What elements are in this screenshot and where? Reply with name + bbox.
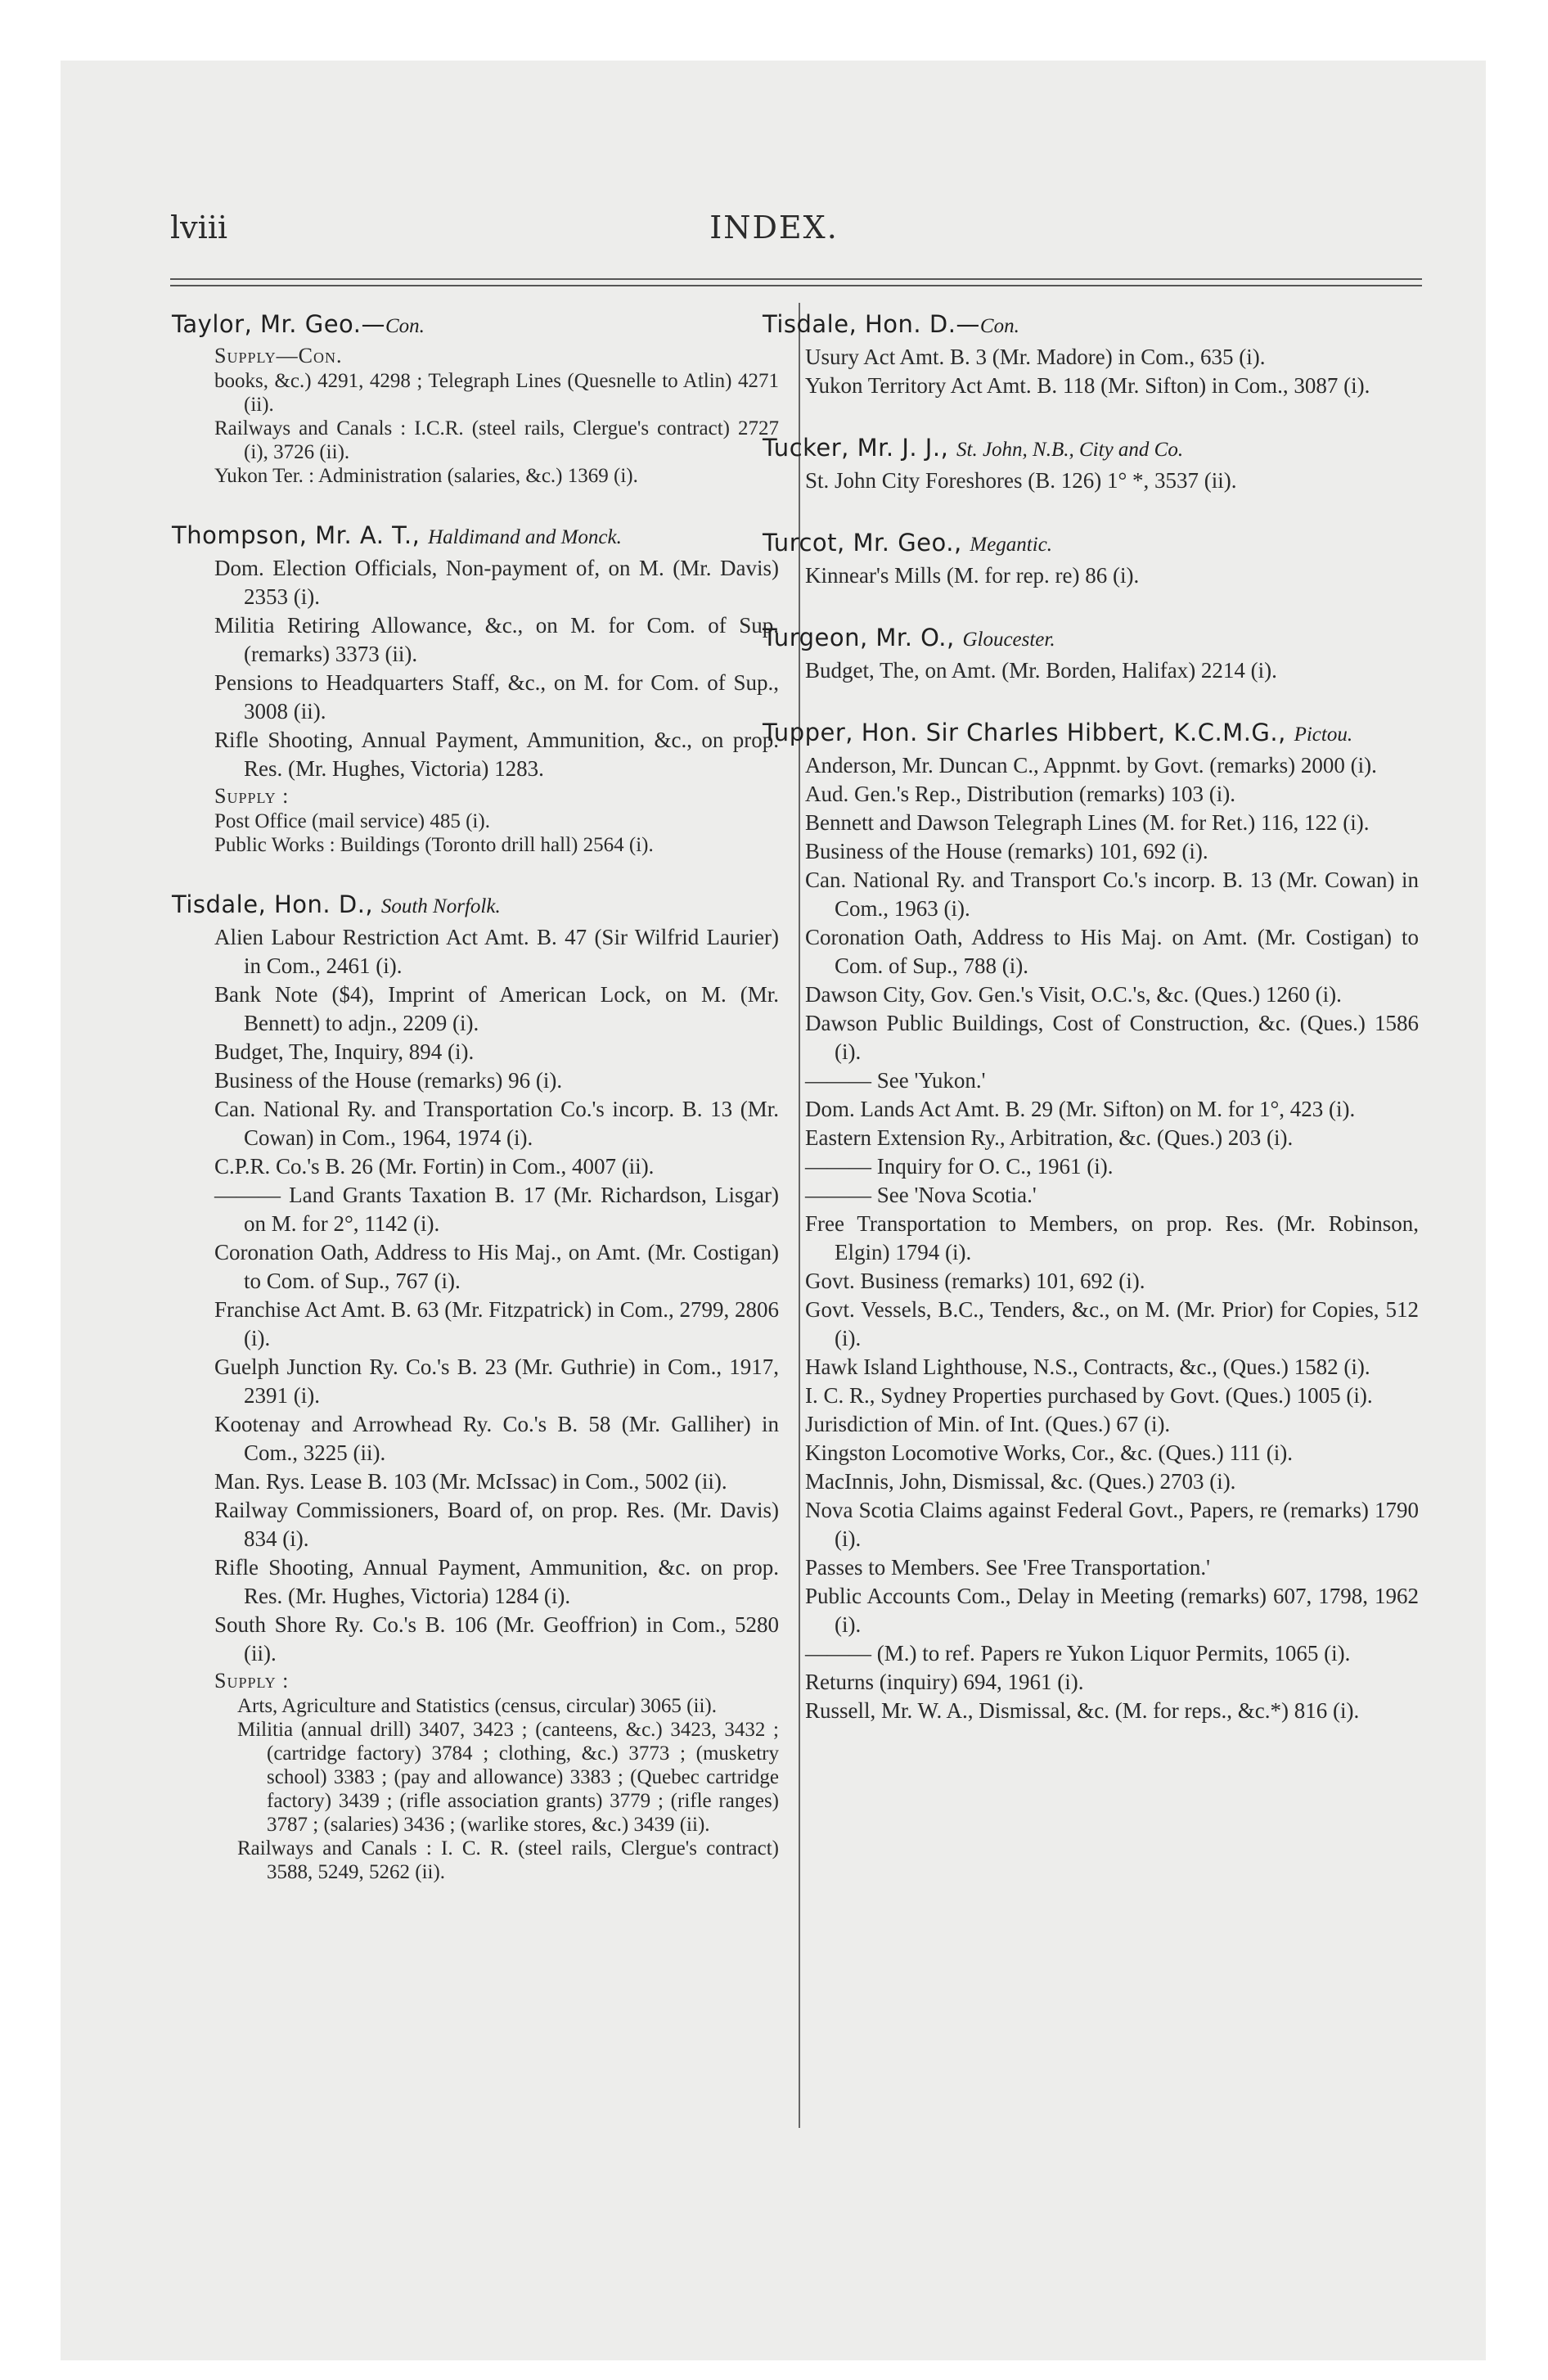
list-item: Passes to Members. See 'Free Transportation.'	[805, 1555, 1210, 1580]
index-entry-thompson	[172, 519, 779, 857]
list-item: Aud. Gen.'s Rep., Distribution (remarks) 103 (i).	[805, 782, 1236, 806]
list-item: Dom. Election Officials, Non-payment of, on M. (Mr. Davis) 2353 (i).	[214, 556, 779, 609]
list-item: ——— See 'Nova Scotia.'	[805, 1183, 1037, 1207]
list-item: Yukon Ter. : Administration (salaries, &c.) 1369 (i).	[214, 465, 638, 487]
list-item: Govt. Vessels, B.C., Tenders, &c., on M. (Mr. Prior) for Copies, 512 (i).	[805, 1297, 1419, 1350]
page-number: lviii	[170, 210, 228, 246]
left-column	[172, 308, 779, 1915]
index-entry-tupper	[763, 716, 1419, 1725]
list-item: ——— (M.) to ref. Papers re Yukon Liquor Permits, 1065 (i).	[805, 1641, 1351, 1666]
column-divider	[799, 303, 800, 2128]
list-item: Usury Act Amt. B. 3 (Mr. Madore) in Com., 635 (i).	[805, 345, 1266, 369]
list-item: Business of the House (remarks) 96 (i).	[214, 1068, 563, 1093]
list-item: Man. Rys. Lease B. 103 (Mr. McIssac) in Com., 5002 (ii).	[214, 1469, 727, 1494]
list-item: Bank Note ($4), Imprint of American Lock, on M. (Mr. Bennett) to adjn., 2209 (i).	[214, 982, 779, 1035]
list-item: Nova Scotia Claims against Federal Govt., Papers, re (remarks) 1790 (i).	[805, 1498, 1419, 1551]
list-item: Coronation Oath, Address to His Maj. on Amt. (Mr. Costigan) to Com. of Sup., 788 (i).	[805, 925, 1419, 978]
entry-heading: Tupper, Hon. Sir Charles Hibbert, K.C.M.G., Pictou.	[763, 719, 1353, 746]
entry-heading: Tisdale, Hon. D.—Con.	[763, 310, 1019, 338]
supply-label: Supply :	[214, 784, 290, 808]
list-item: Bennett and Dawson Telegraph Lines (M. for Ret.) 116, 122 (i).	[805, 810, 1370, 835]
entry-heading: Taylor, Mr. Geo.—Con.	[172, 310, 425, 338]
entry-heading: Tisdale, Hon. D., South Norfolk.	[172, 890, 501, 918]
list-item: Post Office (mail service) 485 (i).	[214, 810, 490, 832]
list-item: Pensions to Headquarters Staff, &c., on M. for Com. of Sup., 3008 (ii).	[214, 670, 779, 723]
list-item: Govt. Business (remarks) 101, 692 (i).	[805, 1269, 1145, 1293]
list-item: Railway Commissioners, Board of, on prop. Res. (Mr. Davis) 834 (i).	[214, 1498, 779, 1551]
list-item: Militia Retiring Allowance, &c., on M. for Com. of Sup. (remarks) 3373 (ii).	[214, 613, 779, 666]
header-rule	[170, 278, 1422, 280]
list-item: Kingston Locomotive Works, Cor., &c. (Ques.) 111 (i).	[805, 1440, 1294, 1465]
list-item: Guelph Junction Ry. Co.'s B. 23 (Mr. Guthrie) in Com., 1917, 2391 (i).	[214, 1355, 779, 1408]
list-item: South Shore Ry. Co.'s B. 106 (Mr. Geoffrion) in Com., 5280 (ii).	[214, 1612, 779, 1666]
list-item: ——— Inquiry for O. C., 1961 (i).	[805, 1154, 1114, 1179]
index-entry-tisdale-south-norfolk	[172, 888, 779, 1884]
list-item: Free Transportation to Members, on prop. Res. (Mr. Robinson, Elgin) 1794 (i).	[805, 1211, 1419, 1264]
list-item: Coronation Oath, Address to His Maj., on Amt. (Mr. Costigan) to Com. of Sup., 767 (i).	[214, 1240, 779, 1293]
list-item: Kinnear's Mills (M. for rep. re) 86 (i).	[805, 563, 1140, 588]
list-item: Anderson, Mr. Duncan C., Appnmt. by Govt. (remarks) 2000 (i).	[805, 753, 1377, 778]
list-item: Franchise Act Amt. B. 63 (Mr. Fitzpatrick) in Com., 2799, 2806 (i).	[214, 1297, 779, 1350]
list-item: I. C. R., Sydney Properties purchased by Govt. (Ques.) 1005 (i).	[805, 1383, 1373, 1408]
list-item: Rifle Shooting, Annual Payment, Ammunition, &c. on prop. Res. (Mr. Hughes, Victoria) 1284 (i).	[214, 1555, 779, 1608]
entry-heading: Turcot, Mr. Geo., Megantic.	[763, 529, 1053, 557]
list-item: ——— See 'Yukon.'	[805, 1068, 986, 1093]
list-item: Russell, Mr. W. A., Dismissal, &c. (M. for reps., &c.*) 816 (i).	[805, 1698, 1360, 1723]
list-item: Business of the House (remarks) 101, 692 (i).	[805, 839, 1208, 863]
entry-heading: Tucker, Mr. J. J., St. John, N.B., City and Co.	[763, 434, 1184, 462]
supply-label: Supply—Con.	[214, 344, 343, 367]
entry-heading: Turgeon, Mr. O., Gloucester.	[763, 624, 1055, 651]
list-item: ——— Land Grants Taxation B. 17 (Mr. Richardson, Lisgar) on M. for 2°, 1142 (i).	[214, 1183, 779, 1236]
running-head: INDEX.	[709, 210, 839, 246]
index-entry-turcot	[763, 526, 1419, 590]
list-item: Public Accounts Com., Delay in Meeting (remarks) 607, 1798, 1962 (i).	[805, 1584, 1419, 1637]
list-item: Alien Labour Restriction Act Amt. B. 47 (Sir Wilfrid Laurier) in Com., 2461 (i).	[214, 925, 779, 978]
list-item: Can. National Ry. and Transportation Co.'s incorp. B. 13 (Mr. Cowan) in Com., 1964, 1974 (i).	[214, 1097, 779, 1150]
list-item: Hawk Island Lighthouse, N.S., Contracts, &c., (Ques.) 1582 (i).	[805, 1355, 1370, 1379]
list-item: Eastern Extension Ry., Arbitration, &c. (Ques.) 203 (i).	[805, 1125, 1294, 1150]
index-entry-taylor	[172, 308, 779, 488]
list-item: Budget, The, Inquiry, 894 (i).	[214, 1039, 475, 1064]
list-item: Returns (inquiry) 694, 1961 (i).	[805, 1670, 1084, 1694]
header-rule	[170, 285, 1422, 286]
list-item: Railways and Canals : I. C. R. (steel rails, Clergue's contract) 3588, 5249, 5262 (ii).	[237, 1837, 779, 1883]
list-item: Public Works : Buildings (Toronto drill hall) 2564 (i).	[214, 834, 654, 856]
list-item: Dom. Lands Act Amt. B. 29 (Mr. Sifton) on M. for 1°, 423 (i).	[805, 1097, 1356, 1121]
right-column	[763, 308, 1419, 1756]
list-item: books, &c.) 4291, 4298 ; Telegraph Lines (Quesnelle to Atlin) 4271 (ii).	[214, 370, 779, 416]
list-item: Dawson City, Gov. Gen.'s Visit, O.C.'s, &c. (Ques.) 1260 (i).	[805, 982, 1342, 1007]
list-item: Kootenay and Arrowhead Ry. Co.'s B. 58 (Mr. Galliher) in Com., 3225 (ii).	[214, 1412, 779, 1465]
list-item: Jurisdiction of Min. of Int. (Ques.) 67 (i).	[805, 1412, 1171, 1436]
index-entry-tisdale-continued	[763, 308, 1419, 400]
list-item: Dawson Public Buildings, Cost of Construction, &c. (Ques.) 1586 (i).	[805, 1011, 1419, 1064]
list-item: Yukon Territory Act Amt. B. 118 (Mr. Sifton) in Com., 3087 (i).	[805, 373, 1370, 398]
list-item: Militia (annual drill) 3407, 3423 ; (canteens, &c.) 3423, 3432 ; (cartridge factory) 3784 ; clothing, &c.) 3773 ; (musketry school) 3383 ; (pay and allowance) 3383 ; (Quebec cartridge factory) 3439 ; (rifle association grants) 3779 ; (rifle ranges) 3787 ; (salaries) 3436 ; (warlike stores, &c.) 3439 (ii).	[237, 1719, 779, 1836]
list-item: St. John City Foreshores (B. 126) 1° *, 3537 (ii).	[805, 468, 1237, 493]
list-item: Rifle Shooting, Annual Payment, Ammunition, &c., on prop. Res. (Mr. Hughes, Victoria) 1283.	[214, 728, 779, 781]
supply-label: Supply :	[214, 1669, 290, 1693]
list-item: MacInnis, John, Dismissal, &c. (Ques.) 2703 (i).	[805, 1469, 1236, 1494]
list-item: Arts, Agriculture and Statistics (census, circular) 3065 (ii).	[237, 1695, 717, 1717]
list-item: Railways and Canals : I.C.R. (steel rails, Clergue's contract) 2727 (i), 3726 (ii).	[214, 417, 779, 463]
index-entry-turgeon	[763, 621, 1419, 685]
list-item: Can. National Ry. and Transport Co.'s incorp. B. 13 (Mr. Cowan) in Com., 1963 (i).	[805, 868, 1419, 921]
list-item: Budget, The, on Amt. (Mr. Borden, Halifax) 2214 (i).	[805, 658, 1277, 683]
index-entry-tucker	[763, 431, 1419, 495]
list-item: C.P.R. Co.'s B. 26 (Mr. Fortin) in Com., 4007 (ii).	[214, 1154, 655, 1179]
entry-heading: Thompson, Mr. A. T., Haldimand and Monck.	[172, 521, 622, 549]
